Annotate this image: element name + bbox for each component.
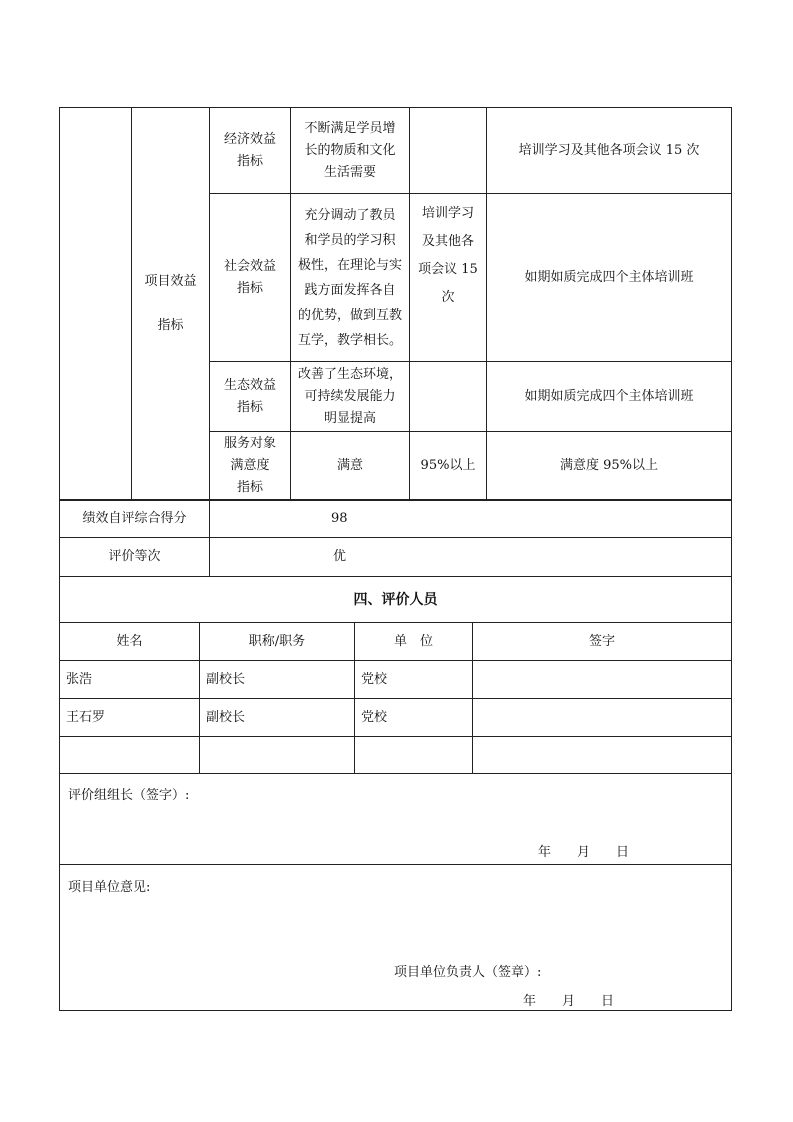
result-ecological: 如期如质完成四个主体培训班 xyxy=(487,362,732,432)
header-title: 职称/职务 xyxy=(200,623,355,661)
grade-value: 优 xyxy=(333,549,347,564)
person-unit: 党校 xyxy=(355,699,473,737)
sub-indicator-social: 社会效益 指标 xyxy=(210,194,291,362)
person-unit: 党校 xyxy=(355,661,473,699)
sub-indicator-satisfaction: 服务对象 满意度 指标 xyxy=(210,432,291,501)
leader-box xyxy=(59,773,732,865)
unit-opinion-box xyxy=(59,865,732,1011)
leader-date: 年 月 日 xyxy=(538,845,630,860)
table-row xyxy=(60,661,732,699)
content-economic: 不断满足学员增 长的物质和文化 生活需要 xyxy=(291,108,410,194)
header-unit: 单 位 xyxy=(355,623,473,661)
person-name: 王石罗 xyxy=(60,699,200,737)
section-title: 四、评价人员 xyxy=(60,577,732,623)
sub-indicator-economic: 经济效益 指标 xyxy=(210,108,291,194)
target-economic xyxy=(410,108,487,194)
target-satisfaction: 95%以上 xyxy=(410,432,487,501)
score-value: 98 xyxy=(331,510,348,526)
unit-label: 项目单位意见: xyxy=(68,880,151,895)
header-signature: 签字 xyxy=(473,623,732,661)
person-title: 副校长 xyxy=(200,661,355,699)
sub-indicator-ecological: 生态效益 指标 xyxy=(210,362,291,432)
score-label: 绩效自评综合得分 xyxy=(60,500,210,538)
unit-date: 年 月 日 xyxy=(523,994,615,1009)
person-signature xyxy=(473,737,732,774)
target-ecological xyxy=(410,362,487,432)
result-satisfaction: 满意度 95%以上 xyxy=(487,432,732,501)
unit-signer: 项目单位负责人（签章）: xyxy=(394,965,542,980)
grade-value-cell xyxy=(210,538,732,577)
result-economic: 培训学习及其他各项会议 15 次 xyxy=(487,108,732,194)
person-title: 副校长 xyxy=(200,699,355,737)
grade-label: 评价等次 xyxy=(60,538,210,577)
score-table xyxy=(59,499,732,623)
header-name: 姓名 xyxy=(60,623,200,661)
category-label: 项目效益 指标 xyxy=(132,108,210,501)
score-value-cell xyxy=(210,500,732,538)
table-row xyxy=(60,699,732,737)
content-ecological: 改善了生态环境， 可持续发展能力 明显提高 xyxy=(291,362,410,432)
person-signature xyxy=(473,699,732,737)
content-social: 充分调动了教员 和学员的学习积 极性，在理论与实 践方面发挥各自 的优势，做到互教 互学，教学相长。 xyxy=(291,194,410,362)
person-signature xyxy=(473,661,732,699)
person-name: 张浩 xyxy=(60,661,200,699)
person-name xyxy=(60,737,200,774)
left-blank-cell xyxy=(60,108,132,501)
person-title xyxy=(200,737,355,774)
person-unit xyxy=(355,737,473,774)
leader-label: 评价组组长（签字）: xyxy=(68,788,190,803)
indicator-table xyxy=(59,107,732,501)
result-social: 如期如质完成四个主体培训班 xyxy=(487,194,732,362)
target-social: 培训学习 及其他各 项会议 15 次 xyxy=(410,194,487,362)
content-satisfaction: 满意 xyxy=(291,432,410,501)
personnel-table xyxy=(59,622,732,774)
table-row xyxy=(60,737,732,774)
